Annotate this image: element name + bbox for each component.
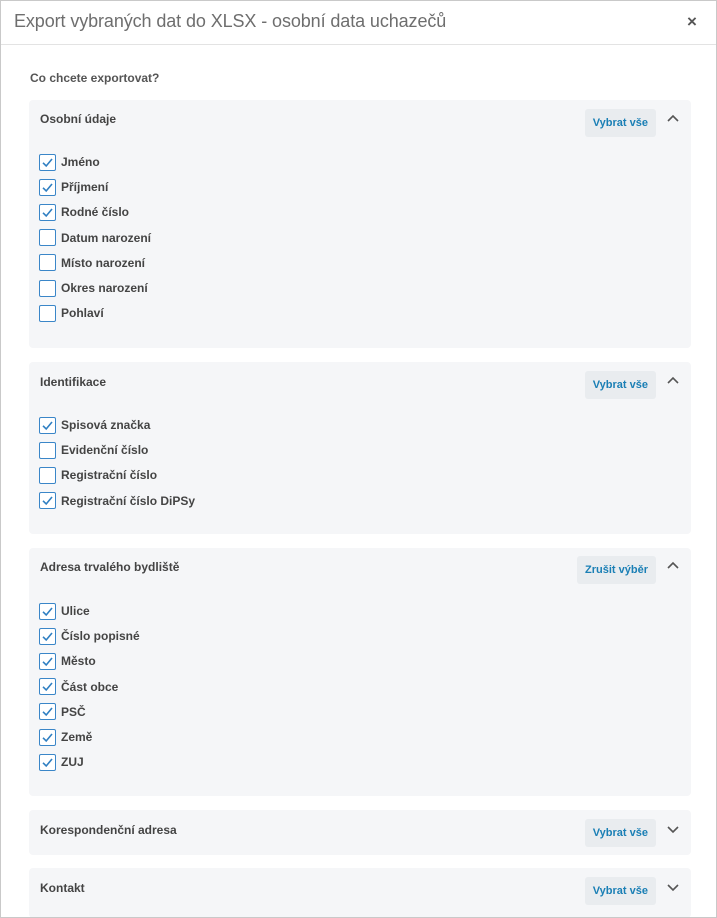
checkbox[interactable] [39,305,56,322]
check-icon [41,731,54,744]
checkbox-item[interactable] [39,178,108,196]
checkbox-label: Okres narození [61,281,148,295]
check-icon [41,494,54,507]
checkbox-item[interactable] [39,466,157,484]
checkbox-item[interactable] [39,627,140,645]
checkbox[interactable] [39,154,56,171]
check-icon [41,655,54,668]
section-panel [29,362,691,534]
checkbox[interactable] [39,442,56,459]
checkbox-item[interactable] [39,652,96,670]
checkbox-label: Spisová značka [61,418,151,432]
dialog-header [1,1,716,45]
checkbox[interactable] [39,703,56,720]
checkbox-label: Číslo popisné [61,629,140,644]
chevron-up-icon[interactable] [665,111,681,127]
checkbox-label: Město [61,654,96,669]
checkbox-item[interactable] [39,279,148,297]
checkbox-item[interactable] [39,753,84,771]
checkbox-item[interactable] [39,678,118,696]
checkbox-label: Jméno [61,155,100,169]
checkbox-label: Příjmení [61,180,109,195]
checkbox[interactable] [39,204,56,221]
checkbox-item[interactable] [39,703,86,721]
checkbox-label: Registrační číslo DiPSy [61,493,196,508]
close-icon[interactable]: × [687,12,697,31]
checkbox-label: Pohlaví [61,306,104,321]
check-icon [41,156,54,169]
select-all-button[interactable]: Vybrat vše [585,371,656,399]
check-icon [41,181,54,194]
checkbox-label: ZUJ [61,755,84,770]
checkbox[interactable] [39,179,56,196]
checkbox-label: Místo narození [61,255,146,270]
checkbox-item[interactable] [39,492,195,510]
checkbox[interactable] [39,729,56,746]
checkbox[interactable] [39,603,56,620]
checkbox-label: Část obce [61,679,119,694]
checkbox[interactable] [39,229,56,246]
checkbox-item[interactable] [39,153,100,171]
checkbox-label: Rodné číslo [61,205,130,220]
check-icon [41,680,54,693]
checkbox[interactable] [39,492,56,509]
section-panel [29,868,691,918]
chevron-up-icon[interactable] [665,558,681,574]
checkbox[interactable] [39,417,56,434]
checkbox-label: Datum narození [61,230,152,245]
dialog-title: Export vybraných dat do XLSX - osobní data uchazečů [14,11,447,31]
checkbox-item[interactable] [39,229,151,247]
section-title: Kontakt [40,881,85,895]
section-panel [29,548,691,796]
section-panel [29,810,691,855]
check-icon [41,206,54,219]
select-all-button[interactable]: Zrušit výběr [577,556,656,584]
checkbox-item[interactable] [39,416,150,434]
export-question: Co chcete exportovat? [30,71,160,85]
section-title: Identifikace [40,375,107,389]
select-all-button[interactable]: Vybrat vše [585,877,656,905]
chevron-down-icon[interactable] [665,879,681,895]
section-title: Osobní údaje [40,112,117,126]
checkbox-label: Registrační číslo [61,468,158,483]
checkbox[interactable] [39,280,56,297]
chevron-down-icon[interactable] [665,821,681,837]
checkbox-item[interactable] [39,728,92,746]
checkbox-label: PSČ [61,704,86,719]
checkbox[interactable] [39,678,56,695]
checkbox[interactable] [39,254,56,271]
checkbox[interactable] [39,628,56,645]
check-icon [41,419,54,432]
checkbox-item[interactable] [39,304,104,322]
check-icon [41,756,54,769]
checkbox-item[interactable] [39,441,148,459]
checkbox-label: Ulice [61,604,90,618]
check-icon [41,605,54,618]
section-panel [29,100,691,348]
checkbox[interactable] [39,467,56,484]
checkbox-item[interactable] [39,602,90,620]
checkbox-item[interactable] [39,254,145,272]
select-all-button[interactable]: Vybrat vše [585,109,656,137]
check-icon [41,705,54,718]
select-all-button[interactable]: Vybrat vše [585,819,656,847]
checkbox[interactable] [39,653,56,670]
section-title: Korespondenční adresa [40,823,177,837]
checkbox[interactable] [39,754,56,771]
check-icon [41,630,54,643]
checkbox-label: Evidenční číslo [61,443,149,458]
checkbox-label: Země [61,730,93,744]
chevron-up-icon[interactable] [665,373,681,389]
section-title: Adresa trvalého bydliště [40,560,180,574]
checkbox-item[interactable] [39,203,129,221]
